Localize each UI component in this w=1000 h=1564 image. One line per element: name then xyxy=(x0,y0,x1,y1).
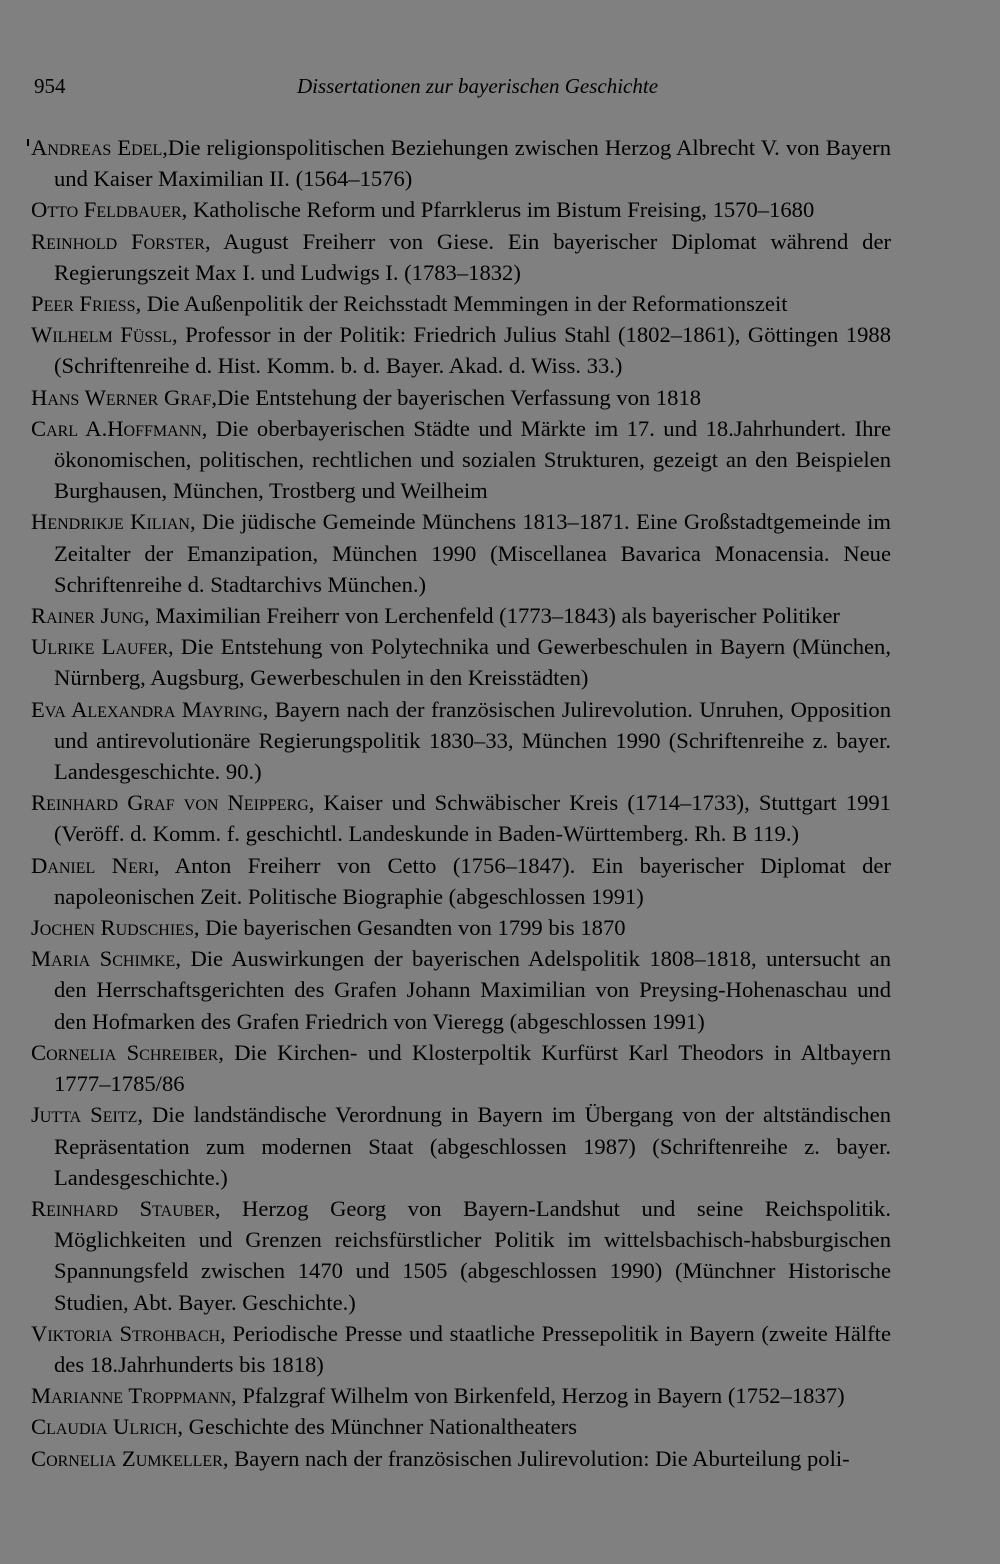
author: Hendrikje Kilian, xyxy=(31,509,196,535)
title: Die Entstehung von Polytechnika und Gewerbeschulen in Bayern (München, Nürnberg, Augsburg, Gewerbeschulen in den Kreisstädten) xyxy=(54,634,891,691)
author: Otto Feldbauer, xyxy=(31,197,188,223)
author: Cornelia Zumkeller, xyxy=(31,1445,229,1471)
list-item xyxy=(31,1318,891,1380)
title: Die Entstehung der bayerischen Verfassung von 1818 xyxy=(217,384,702,410)
list-item xyxy=(31,600,891,631)
list-item xyxy=(31,1037,891,1099)
list-item xyxy=(31,1411,891,1442)
list-item xyxy=(31,1380,891,1411)
author: Rainer Jung, xyxy=(31,603,150,629)
page-header xyxy=(34,74,940,104)
running-title: Dissertationen zur bayerischen Geschichte xyxy=(297,74,659,98)
list-item xyxy=(31,413,891,507)
author: Reinhard Graf von Neipperg, xyxy=(31,790,315,816)
title: Herzog Georg von Bayern-Landshut und seine Reichspolitik. Möglichkeiten und Grenzen reichsfürstlicher Politik im wittelsbachisch-habsburgischen Spannungsfeld zwischen 1470 und 1505 (abgeschlossen 1990) (Münchner Historische Studien, Abt. Bayer. Geschichte.) xyxy=(54,1195,891,1315)
list-item xyxy=(31,319,891,381)
list-item xyxy=(31,912,891,943)
author: Viktoria Strohbach, xyxy=(31,1320,226,1346)
dissertation-list xyxy=(31,132,891,1474)
title: Professor in der Politik: Friedrich Julius Stahl (1802–1861), Göttingen 1988 (Schriftenreihe d. Hist. Komm. b. d. Bayer. Akad. d. Wiss. 33.) xyxy=(54,322,891,379)
title: Bayern nach der französischen Julirevolution. Unruhen, Opposition und antirevolutionäre Regierungspolitik 1830–33, München 1990 (Schriftenreihe z. bayer. Landesgeschichte. 90.) xyxy=(54,696,891,785)
title: Pfalzgraf Wilhelm von Birkenfeld, Herzog in Bayern (1752–1837) xyxy=(236,1383,845,1409)
stray-mark xyxy=(27,139,29,146)
author: Jutta Seitz, xyxy=(31,1102,144,1128)
list-item xyxy=(31,787,891,849)
title: Kaiser und Schwäbischer Kreis (1714–1733), Stuttgart 1991 (Veröff. d. Komm. f. geschichtl. Landeskunde in Baden-Württemberg. Rh. B 119.) xyxy=(54,790,891,847)
author: Cornelia Schreiber, xyxy=(31,1039,224,1065)
list-item xyxy=(31,1443,891,1474)
author: Maria Schimke, xyxy=(31,946,181,972)
title: Katholische Reform und Pfarrklerus im Bistum Freising, 1570–1680 xyxy=(187,197,815,223)
author: Reinhard Stauber, xyxy=(31,1195,221,1221)
list-item xyxy=(31,382,891,413)
list-item xyxy=(31,506,891,600)
title: Die landständische Verordnung in Bayern im Übergang von der altständischen Repräsentation zum modernen Staat (abgeschlossen 1987) (Schriftenreihe z. bayer. Landesgeschichte.) xyxy=(54,1102,891,1190)
list-item xyxy=(31,226,891,288)
author: Carl A.Hoffmann, xyxy=(31,415,208,441)
list-item xyxy=(31,1193,891,1318)
list-item xyxy=(31,1099,891,1193)
author: Andreas Edel, xyxy=(31,135,168,160)
author: Hans Werner Graf, xyxy=(31,384,218,410)
page-number: 954 xyxy=(34,74,66,98)
title: Bayern nach der französischen Julirevolution: Die Aburteilung poli- xyxy=(228,1445,850,1471)
list-item xyxy=(31,132,891,194)
title: August Freiherr von Giese. Ein bayerischer Diplomat während der Regierungszeit Max I. und Ludwigs I. (1783–1832) xyxy=(54,228,891,285)
list-item xyxy=(31,194,891,225)
title: Die jüdische Gemeinde Münchens 1813–1871. Eine Großstadtgemeinde im Zeitalter der Emanzipation, München 1990 (Miscellanea Bavarica Monacensia. Neue Schriftenreihe d. Stadtarchivs München.) xyxy=(54,509,891,597)
author: Eva Alexandra Mayring, xyxy=(31,696,269,722)
title: Die religionspolitischen Beziehungen zwischen Herzog Albrecht V. von Bayern und Kaiser Maximilian II. (1564–1576) xyxy=(54,135,891,192)
title: Die oberbayerischen Städte und Märkte im 17. und 18.Jahrhundert. Ihre ökonomischen, politischen, rechtlichen und sozialen Strukturen, gezeigt an den Beispielen Burghausen, München, Trostberg und Weilheim xyxy=(54,415,891,504)
title: Die Auswirkungen der bayerischen Adelspolitik 1808–1818, untersucht an den Herrschaftsgerichten des Grafen Johann Maximilian von Preysing-Hohenaschau und den Hofmarken des Grafen Friedrich von Vieregg (abgeschlossen 1991) xyxy=(54,946,891,1034)
author: Jochen Rudschies, xyxy=(31,915,200,941)
list-item xyxy=(31,850,891,912)
title: Geschichte des Münchner Nationaltheaters xyxy=(183,1414,578,1440)
title: Anton Freiherr von Cetto (1756–1847). Ein bayerischer Diplomat der napoleonischen Zeit. Politische Biographie (abgeschlossen 1991) xyxy=(54,852,891,909)
author: Peer Friess, xyxy=(31,291,142,317)
author: Claudia Ulrich, xyxy=(31,1414,184,1440)
title: Die bayerischen Gesandten von 1799 bis 1870 xyxy=(199,915,626,941)
author: Wilhelm Füssl, xyxy=(31,322,178,348)
list-item xyxy=(31,631,891,693)
author: Daniel Neri, xyxy=(31,852,160,878)
list-item xyxy=(31,288,891,319)
title: Periodische Presse und staatliche Pressepolitik in Bayern (zweite Hälfte des 18.Jahrhunderts bis 1818) xyxy=(54,1320,891,1377)
author: Marianne Troppmann, xyxy=(31,1383,237,1409)
list-item xyxy=(31,694,891,788)
author: Reinhold Forster, xyxy=(31,228,211,254)
author: Ulrike Laufer, xyxy=(31,634,174,660)
title: Die Kirchen- und Klosterpoltik Kurfürst Karl Theodors in Altbayern 1777–1785/86 xyxy=(54,1039,891,1097)
list-item xyxy=(31,943,891,1037)
title: Maximilian Freiherr von Lerchenfeld (1773–1843) als bayerischer Politiker xyxy=(149,603,840,629)
title: Die Außenpolitik der Reichsstadt Memmingen in der Reformationszeit xyxy=(141,291,788,317)
